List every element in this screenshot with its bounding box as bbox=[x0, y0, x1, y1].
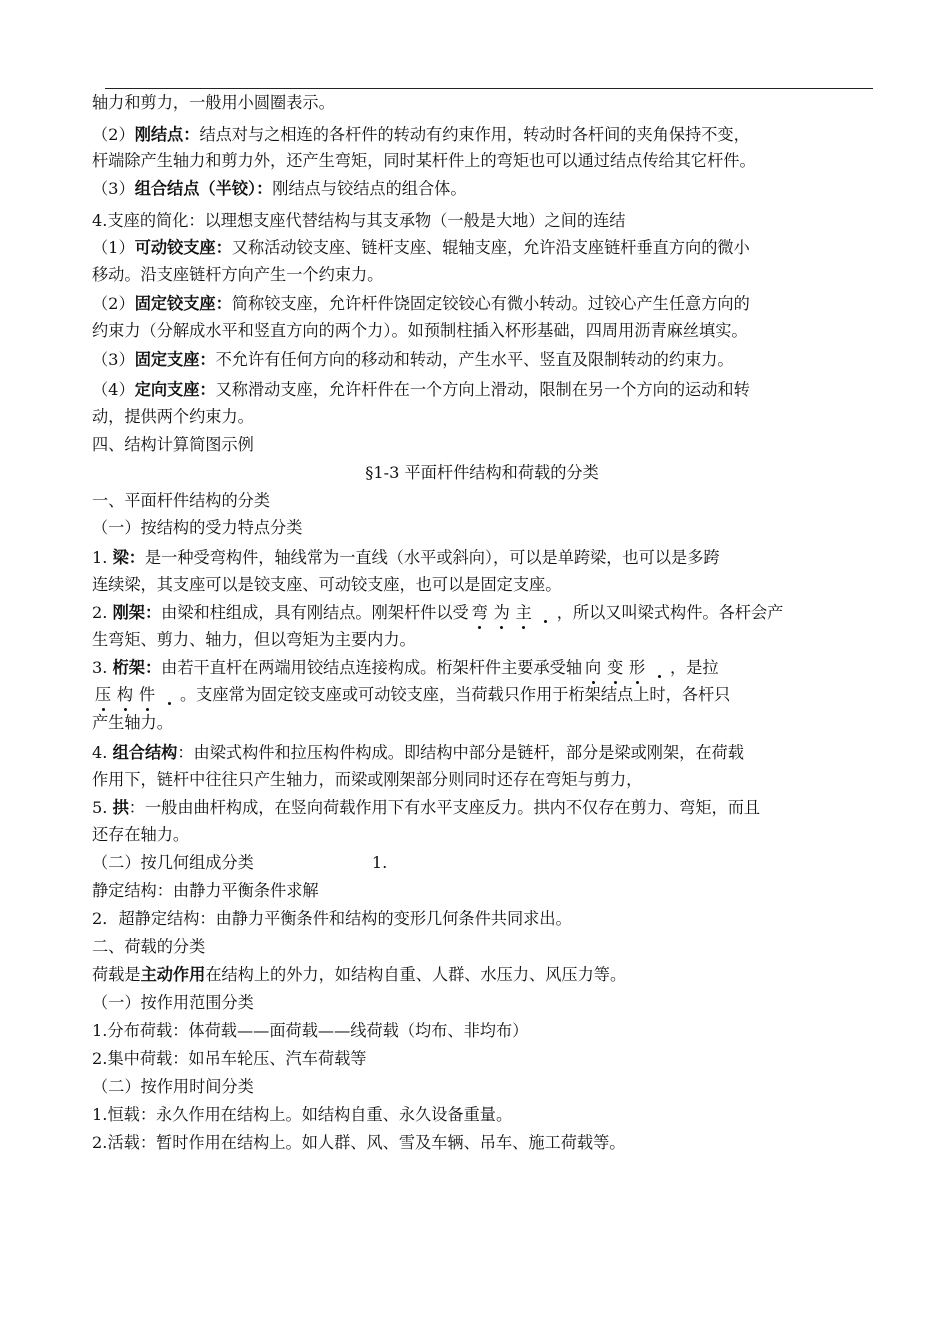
text-line bbox=[92, 320, 872, 342]
emphasis-char: 变 bbox=[604, 657, 626, 679]
text-line bbox=[92, 517, 872, 539]
text-line bbox=[92, 908, 872, 930]
text-line bbox=[92, 237, 872, 259]
bold-term: 固定铰支座： bbox=[134, 294, 232, 313]
text-line bbox=[92, 684, 872, 706]
text-line bbox=[92, 150, 872, 172]
emphasis-char: 弯 bbox=[469, 602, 491, 624]
text-line bbox=[92, 824, 872, 846]
text-line bbox=[92, 92, 872, 114]
emphasis-char: 构 bbox=[114, 684, 136, 706]
text-run: 4.支座的简化：以理想支座代替结构与其支承物（一般是大地）之间的连结 bbox=[92, 211, 626, 230]
text-run: 1. bbox=[371, 853, 388, 872]
text-run: 1.恒载：永久作用在结构上。如结构自重、永久设备重量。 bbox=[92, 1105, 513, 1124]
emphasis-char: 向 bbox=[582, 657, 604, 679]
text-line bbox=[92, 964, 872, 986]
text-run: 3. bbox=[92, 658, 113, 677]
text-line bbox=[92, 293, 872, 315]
text-run: 产生轴力。 bbox=[92, 713, 173, 732]
text-line bbox=[92, 547, 872, 569]
bold-term: 桁架： bbox=[112, 658, 162, 677]
text-run: 由梁和柱组成，具有刚结点。刚架杆件以受 bbox=[161, 603, 469, 622]
text-run: 1. bbox=[92, 548, 113, 567]
text-run: 。支座常为固定铰支座或可动铰支座，当荷载只作用于桁架结点上时，各杆只 bbox=[180, 685, 731, 704]
text-run: 1.分布荷载：体荷载——面荷载——线荷载（均布、非均布） bbox=[92, 1021, 529, 1040]
text-line bbox=[92, 490, 872, 512]
text-run: 2.集中荷载：如吊车轮压、汽车荷载等 bbox=[92, 1049, 367, 1068]
text-line bbox=[92, 880, 872, 902]
text-run: （一）按结构的受力特点分类 bbox=[92, 518, 303, 537]
text-line bbox=[92, 1104, 872, 1126]
text-run: （2） bbox=[92, 125, 135, 144]
emphasis-char: 形 bbox=[626, 657, 648, 679]
header-rule bbox=[105, 88, 873, 89]
text-line bbox=[92, 124, 872, 146]
text-run: 一、平面杆件结构的分类 bbox=[92, 491, 271, 510]
text-run: 约束力（分解成水平和竖直方向的两个力）。如预制柱插入杯形基础，四周用沥青麻丝填实。 bbox=[92, 321, 748, 340]
text-run: 连续梁，其支座可以是铰支座、可动铰支座，也可以是固定支座。 bbox=[92, 575, 562, 594]
text-run: 四、结构计算简图示例 bbox=[92, 435, 254, 454]
text-line bbox=[92, 1076, 872, 1098]
text-run: 又称滑动支座，允许杆件在一个方向上滑动，限制在另一个方向的运动和转 bbox=[215, 380, 750, 399]
bold-term: 刚架： bbox=[112, 603, 162, 622]
text-run: （3） bbox=[92, 179, 135, 198]
text-line bbox=[92, 178, 872, 200]
text-run: 2. bbox=[92, 603, 113, 622]
text-line bbox=[92, 852, 872, 874]
text-run: （4） bbox=[92, 380, 135, 399]
text-run: 简称铰支座，允许杆件饶固定铰铰心有微小转动。过铰心产生任意方向的 bbox=[231, 294, 750, 313]
text-run: （1） bbox=[92, 238, 135, 257]
text-line bbox=[92, 992, 872, 1014]
text-run: ：一般由曲杆构成，在竖向荷载作用下有水平支座反力。拱内不仅存在剪力、弯矩，而且 bbox=[128, 798, 761, 817]
text-run: 二、荷载的分类 bbox=[92, 937, 206, 956]
text-run: （二）按几何组成分类 bbox=[92, 853, 254, 872]
text-line bbox=[92, 936, 872, 958]
emphasis-char: 主 bbox=[513, 602, 535, 624]
text-line bbox=[92, 349, 872, 371]
text-run: 结点对与之相连的各杆件的转动有约束作用，转动时各杆间的夹角保持不变， bbox=[199, 125, 750, 144]
text-run: （3） bbox=[92, 350, 135, 369]
text-run: 不允许有任何方向的移动和转动，产生水平、竖直及限制转动的约束力。 bbox=[215, 350, 734, 369]
text-run: 2．超静定结构：由静力平衡条件和结构的变形几何条件共同求出。 bbox=[92, 909, 572, 928]
bold-term: 定向支座： bbox=[134, 380, 216, 399]
text-run: （二）按作用时间分类 bbox=[92, 1077, 254, 1096]
text-line bbox=[92, 1020, 872, 1042]
text-line bbox=[92, 264, 872, 286]
emphasis-char: 件 bbox=[136, 684, 158, 706]
text-run: 还存在轴力。 bbox=[92, 825, 190, 844]
text-run: （一）按作用范围分类 bbox=[92, 993, 254, 1012]
text-run: 轴力和剪力，一般用小圆圈表示。 bbox=[92, 93, 335, 112]
bold-term: 组合结点（半铰）： bbox=[134, 179, 273, 198]
text-run: 移动。沿支座链杆方向产生一个约束力。 bbox=[92, 265, 384, 284]
text-line bbox=[92, 742, 872, 764]
bold-term: 刚结点： bbox=[134, 125, 200, 144]
bold-term: 组合结构 bbox=[112, 743, 178, 762]
text-run: 由若干直杆在两端用铰结点连接构成。桁架杆件主要承受轴 bbox=[161, 658, 583, 677]
text-run: 动，提供两个约束力。 bbox=[92, 407, 254, 426]
text-run: ，所以又叫梁式构件。各杆会产 bbox=[556, 603, 784, 622]
text-run: 4. bbox=[92, 743, 113, 762]
text-run: 刚结点与铰结点的组合体。 bbox=[272, 179, 467, 198]
text-run: ：由梁式构件和拉压构件构成。即结构中部分是链杆，部分是梁或刚架，在荷载 bbox=[177, 743, 744, 762]
text-run: 2.活载：暂时作用在结构上。如人群、风、雪及车辆、吊车、施工荷载等。 bbox=[92, 1133, 626, 1152]
text-run: ，是拉 bbox=[670, 658, 719, 677]
text-line bbox=[92, 1132, 872, 1154]
text-line bbox=[92, 379, 872, 401]
text-line bbox=[92, 769, 872, 791]
text-run: 静定结构：由静力平衡条件求解 bbox=[92, 881, 319, 900]
text-run: §1-3 平面杆件结构和荷载的分类 bbox=[365, 463, 599, 482]
text-run: 是一种受弯构件，轴线常为一直线（水平或斜向），可以是单跨梁，也可以是多跨 bbox=[144, 548, 720, 567]
text-run: 又称活动铰支座、链杆支座、辊轴支座，允许沿支座链杆垂直方向的微小 bbox=[231, 238, 750, 257]
text-run: 5. bbox=[92, 798, 113, 817]
text-line bbox=[92, 712, 872, 734]
text-run: 荷载是 bbox=[92, 965, 141, 984]
text-run: 杆端除产生轴力和剪力外，还产生弯矩，同时某杆件上的弯矩也可以通过结点传给其它杆件。 bbox=[92, 151, 756, 170]
text-run: 生弯矩、剪力、轴力，但以弯矩为主要内力。 bbox=[92, 630, 416, 649]
emphasis-char: 为 bbox=[491, 602, 513, 624]
text-line bbox=[92, 434, 872, 456]
text-line bbox=[92, 210, 872, 232]
text-line bbox=[92, 574, 872, 596]
bold-term: 主动作用 bbox=[140, 965, 206, 984]
text-line bbox=[92, 629, 872, 651]
bold-term: 可动铰支座： bbox=[134, 238, 232, 257]
bold-term: 梁： bbox=[112, 548, 145, 567]
section-title bbox=[92, 462, 902, 484]
bold-term: 固定支座： bbox=[134, 350, 216, 369]
text-line bbox=[92, 657, 872, 679]
text-run: 作用下，链杆中往往只产生轴力，而梁或刚架部分则同时还存在弯矩与剪力， bbox=[92, 770, 643, 789]
bold-term: 拱 bbox=[112, 798, 129, 817]
text-line bbox=[92, 1048, 872, 1070]
emphasis-char: 压 bbox=[92, 684, 114, 706]
text-line bbox=[92, 406, 872, 428]
text-run: （2） bbox=[92, 294, 135, 313]
text-line bbox=[92, 602, 872, 624]
text-run: 在结构上的外力，如结构自重、人群、水压力、风压力等。 bbox=[205, 965, 627, 984]
text-line bbox=[92, 797, 872, 819]
